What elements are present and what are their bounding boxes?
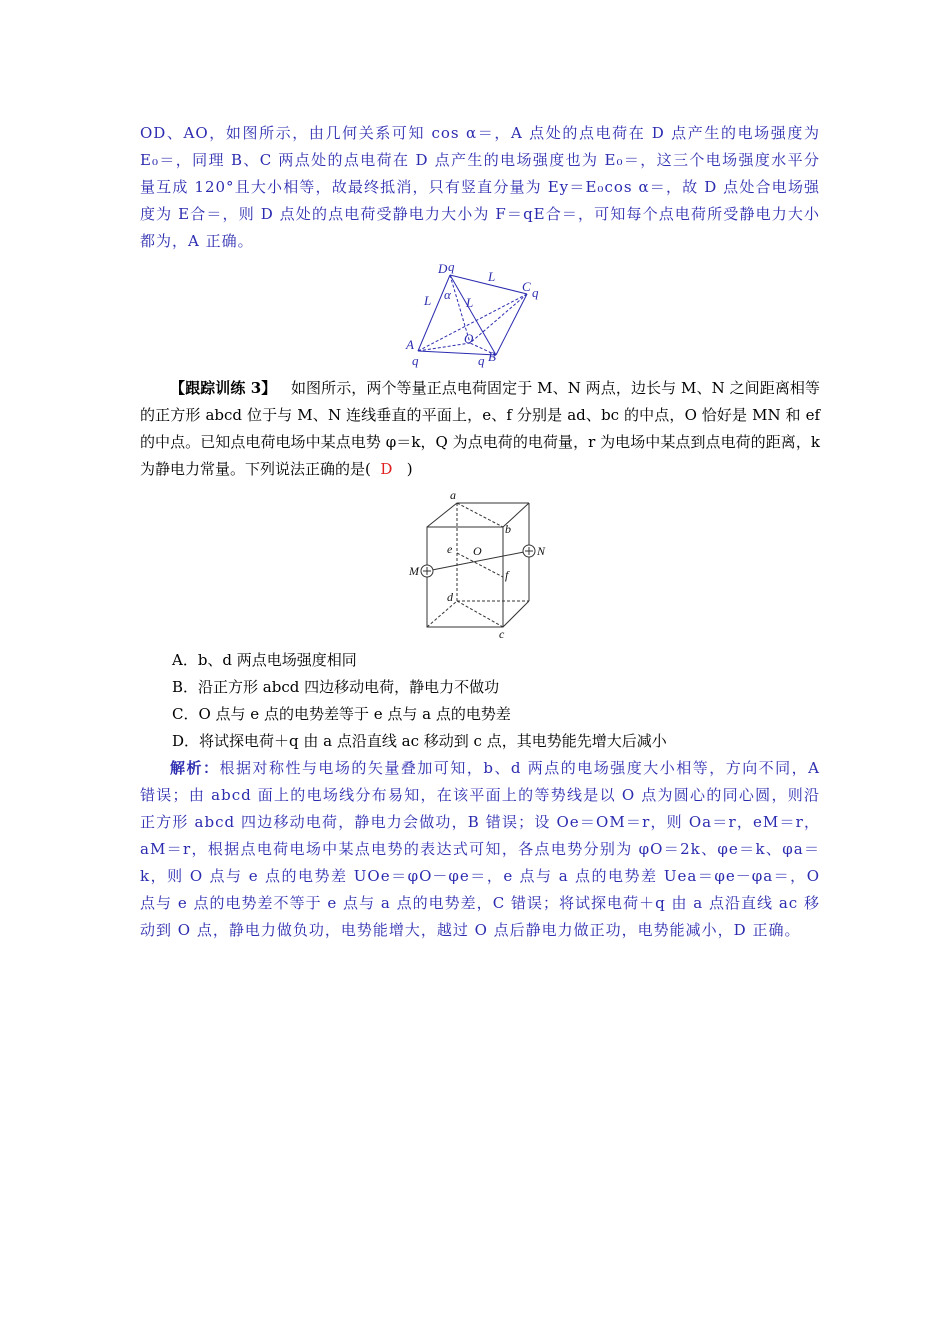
answer-mark: D bbox=[380, 460, 393, 478]
option-b: B．沿正方形 abcd 四边移动电荷，静电力不做功 bbox=[172, 678, 500, 696]
label-B: B bbox=[488, 349, 496, 364]
label-e: e bbox=[447, 542, 453, 556]
label-L-mid: L bbox=[466, 295, 474, 310]
label-O: O bbox=[464, 331, 474, 346]
problem-tag: 【跟踪训练 3】 bbox=[170, 379, 277, 397]
tetrahedron-figure bbox=[400, 261, 560, 371]
label-q-bottom: q bbox=[478, 353, 485, 368]
option-c: C．O 点与 e 点的电势差等于 e 点与 a 点的电势差 bbox=[172, 705, 511, 723]
label-q-left: q bbox=[412, 353, 419, 368]
cuboid-figure bbox=[405, 489, 555, 639]
option-a: A．b、d 两点电场强度相同 bbox=[172, 651, 357, 669]
problem-close: ) bbox=[406, 460, 413, 478]
label-q-top: q bbox=[448, 261, 455, 274]
label-d: d bbox=[447, 590, 453, 604]
label-C: C bbox=[522, 279, 531, 294]
label-N: N bbox=[537, 544, 546, 558]
explanation-paragraph: OD、AO，如图所示，由几何关系可知 cos α＝，A 点处的点电荷在 D 点产生的电场强度为 E₀＝，同理 B、C 两点处的点电荷在 D 点产生的电场强度也为 E₀＝，这三个电场强度水平分量互成 120°且大小相等，故最终抵消，只有竖直分量为 Ey＝E₀cos α＝，故 D 点处合电场强度为 E合＝，则 D 点处的点电荷受静电力大小为 F＝qE合＝，可知每个点电荷所受静电力大小都为，A 正确。 bbox=[140, 124, 820, 250]
label-O: O bbox=[473, 544, 482, 558]
label-L-left: L bbox=[424, 293, 432, 308]
option-d: D．将试探电荷＋q 由 a 点沿直线 ac 移动到 c 点，其电势能先增大后减小 bbox=[172, 732, 667, 750]
label-D: D bbox=[438, 261, 448, 276]
problem-paragraph bbox=[140, 375, 820, 483]
solution-paragraph bbox=[140, 755, 820, 944]
page-content bbox=[140, 120, 820, 944]
label-M: M bbox=[409, 564, 419, 578]
label-alpha: α bbox=[444, 287, 451, 302]
label-c: c bbox=[499, 627, 505, 639]
label-a: a bbox=[450, 489, 456, 502]
label-A: A bbox=[406, 337, 414, 352]
solution-text: 根据对称性与电场的矢量叠加可知，b、d 两点的电场强度大小相等，方向不同，A 错误；由 abcd 面上的电场线分布易知，在该平面上的等势线是以 O 点为圆心的同心圆，则沿正方形 abcd 四边移动电荷，静电力会做功，B 错误；设 Oe＝OM＝r，则 Oa＝r，eM＝r，aM＝r，根据点电荷电场中某点电势的表达式可知，各点电势分别为 φO＝2k、φe＝k、φa＝k，则 O 点与 e 点的电势差 UOe＝φO－φe＝，e 点与 a 点的电势差 Uea＝φe－φa＝，O 点与 e 点的电势差不等于 e 点与 a 点的电势差，C 错误；将试探电荷＋q 由 a 点沿直线 ac 移动到 O 点，静电力做负功，电势能增大，越过 O 点后静电力做正功，电势能减小，D 正确。 bbox=[140, 759, 820, 939]
label-L-top: L bbox=[488, 269, 496, 284]
label-q-right: q bbox=[532, 285, 539, 300]
label-b: b bbox=[505, 522, 511, 536]
label-f: f bbox=[505, 568, 509, 582]
solution-label: 解析： bbox=[170, 759, 220, 777]
problem-text: 如图所示，两个等量正点电荷固定于 M、N 两点，边长与 M、N 之间距离相等的正方形 abcd 位于与 M、N 连线垂直的平面上，e、f 分别是 ad、bc 的中点，O 恰好是 MN 和 ef 的中点。已知点电荷电场中某点电势 φ＝k，Q 为点电荷的电荷量，r 为电场中某点到点电荷的距离，k 为静电力常量。下列说法正确的是( bbox=[140, 379, 821, 478]
